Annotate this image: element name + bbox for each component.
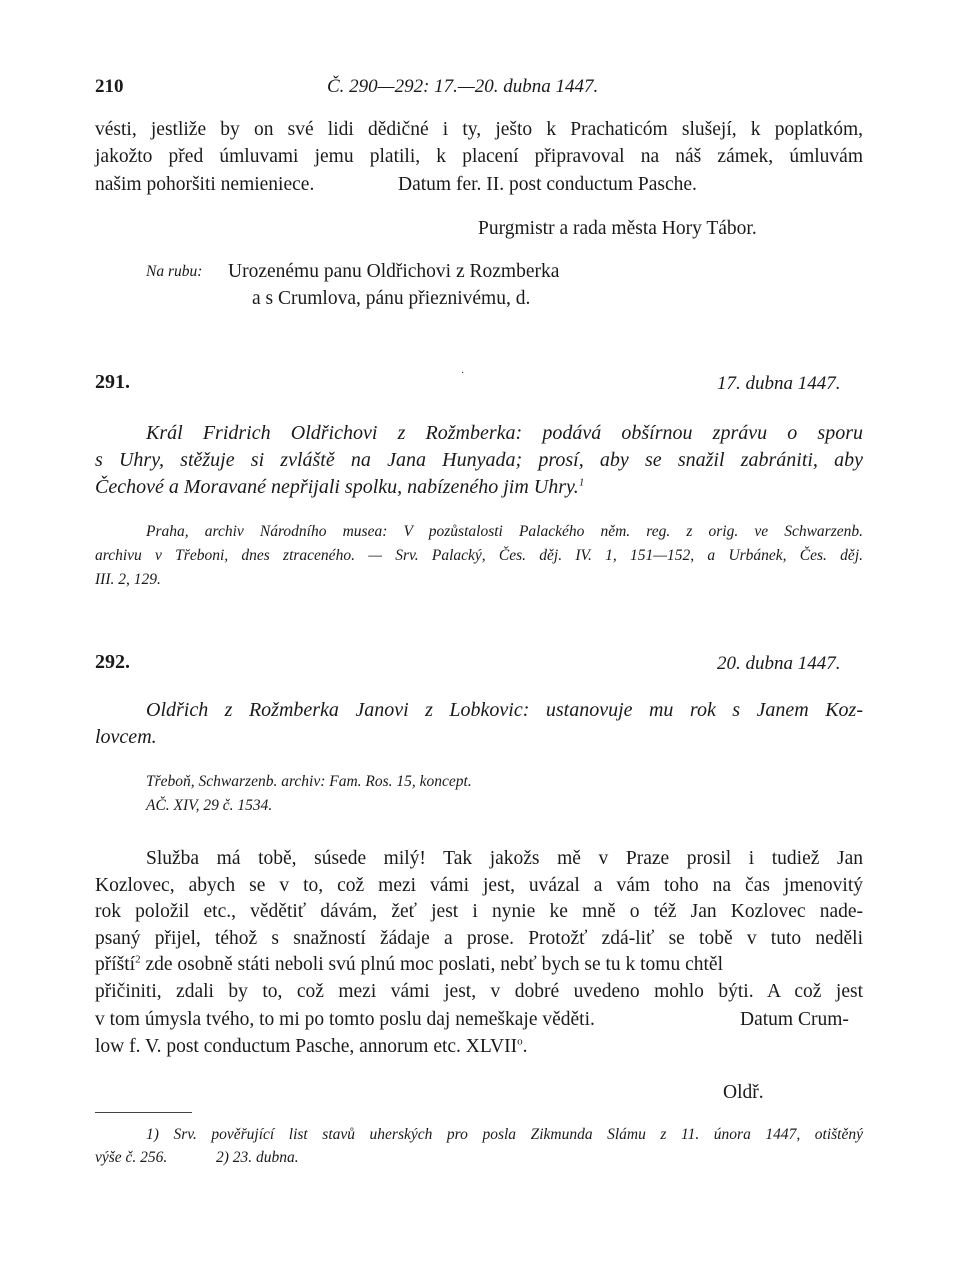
text-line: našim pohoršiti nemieniece. [95,174,315,195]
footnote: 2) 23. dubna. [216,1149,299,1166]
text-line: Kozlovec, abych se v to, což mezi vámi jest, uvázal a vám toho na čas jmenovitý [95,875,863,896]
text-line: rok položil etc., vědětiť dávám, žeť jest i nynie ke mně o též Jan Kozlovec nade- [95,901,863,922]
text-line: Služba má tobě, súsede milý! Tak jakožs mě v Praze prosil i tudiež Jan [146,848,863,869]
summary-line: Král Fridrich Oldřichovi z Rožmberka: podává obšírnou zprávu o sporu [146,422,863,444]
signature: Oldř. [723,1082,764,1103]
summary-line-last: Čechové a Moravané nepřijali spolku, nabízeného jim Uhry.$^1$ [95,476,585,498]
summary-line: s Uhry, stěžuje si zvláště na Jana Hunyada; prosí, aby se snažil zabrániti, aby [95,449,863,471]
text-line: v tom úmysla tvého, to mi po tomto poslu daj nemeškaje věděti. [95,1009,595,1030]
document-date: 17. dubna 1447. [717,373,841,394]
footnote-ref: 1 [578,476,585,489]
address-line: Urozenému panu Oldřichovi z Rozmberka [228,261,560,282]
source-line: AČ. XIV, 29 č. 1534. [146,797,273,814]
dating-clause: Datum Crum- [740,1009,849,1030]
summary-line: Oldřich z Rožmberka Janovi z Lobkovic: ustanovuje mu rok s Janem Koz- [146,699,863,721]
footnote: výše č. 256. [95,1149,168,1166]
footnote-ref: 2 [135,953,141,966]
text-line: vésti, jestliže by on své lidi dědičné i ty, ješto k Prachaticóm slušejí, k poplatkóm, [95,119,863,140]
source-line: III. 2, 129. [95,571,161,588]
summary-line: lovcem. [95,726,157,748]
running-title: Č. 290—292: 17.—20. dubna 1447. [327,76,599,97]
dating-clause: Datum fer. II. post conductum Pasche. [398,174,697,195]
source-line: Třeboň, Schwarzenb. archiv: Fam. Ros. 15, koncept. [146,773,472,790]
signature: Purgmistr a rada města Hory Tábor. [478,218,757,239]
source-line: Praha, archiv Národního musea: V pozůstalosti Palackého něm. reg. z orig. ve Schwarzenb. [146,523,863,540]
address-label: Na rubu: [146,263,203,280]
text-line: jakožto před úmluvami jemu platili, k placení připravoval na náš zámek, úmluvám [95,146,863,167]
document-number: 291. [95,371,130,393]
text-line: low f. V. post conductum Pasche, annorum etc. XLVII$^o$. [95,1035,528,1057]
address-line: a s Crumlova, pánu přieznivému, d. [252,288,531,309]
text-segment: příští$^2$ zde osobně státi neboli svú plnú moc poslati, nebť bych se tu k tomu chtěl [95,953,723,975]
source-line: archivu v Třeboni, dnes ztraceného. — Srv. Palacký, Čes. děj. IV. 1, 151—152, a Urbánek, Čes. děj. [95,547,863,564]
text-line [95,954,863,976]
page-number: 210 [95,76,124,97]
footnote: 1) Srv. pověřující list stavů uherských pro posla Zikmunda Slámu z 11. února 1447, otištěný [146,1126,863,1143]
text-line: psaný přijel, téhož s snažností žádaje a prose. Protožť zdá-liť se tobě v tuto neděli [95,928,863,949]
text-line: přičiniti, zdali by to, což mezi vámi jest, v dobré uvedeno mohlo býti. A což jest [95,981,863,1002]
print-speck: · [461,368,465,379]
footnote-rule [95,1112,192,1113]
document-date: 20. dubna 1447. [717,653,841,674]
document-number: 292. [95,651,130,673]
